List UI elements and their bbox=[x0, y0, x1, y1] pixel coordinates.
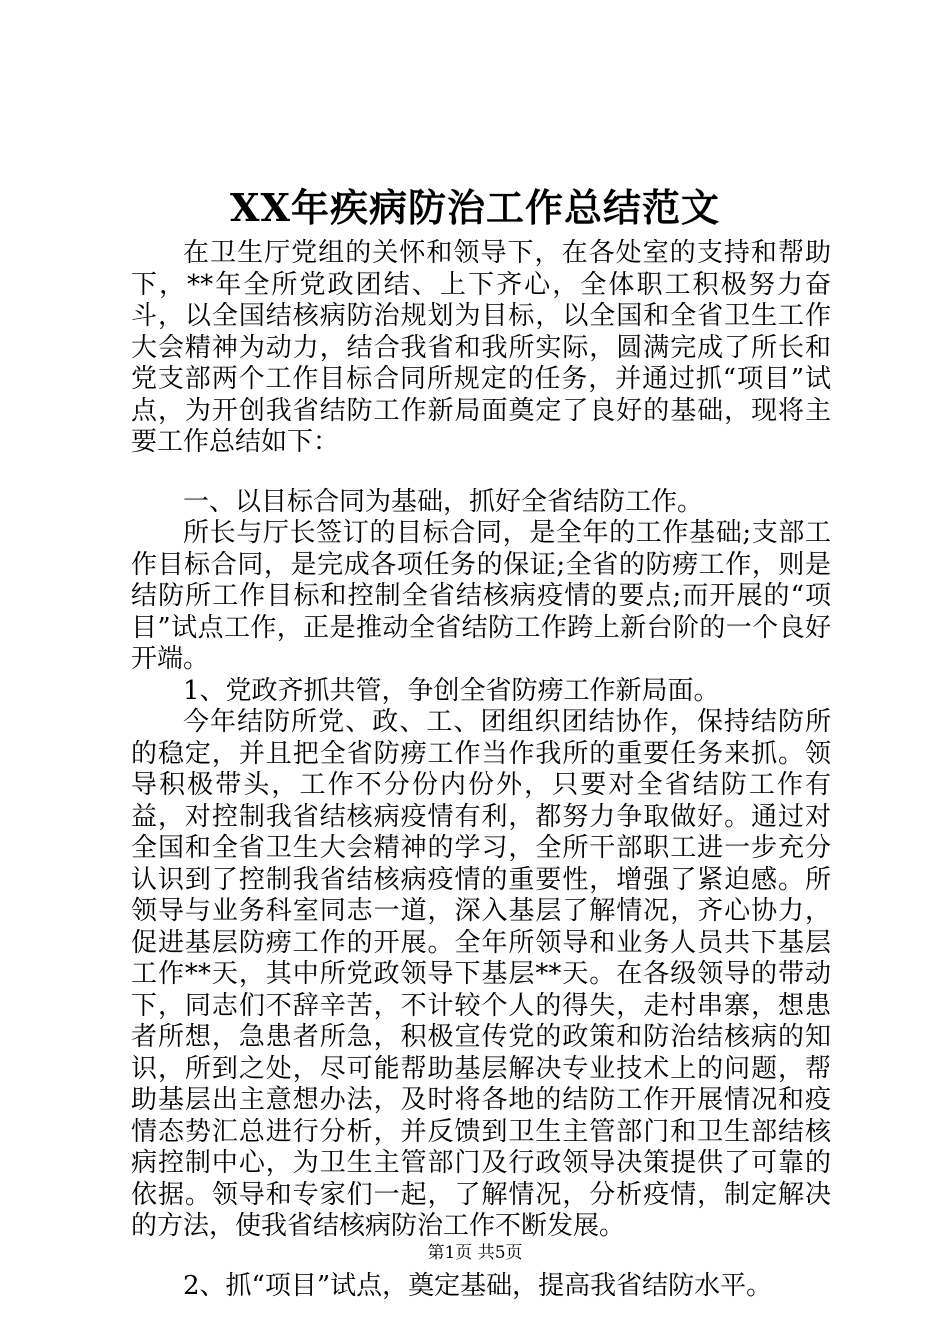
subsection-1-paragraph: 今年结防所党、政、工、团组织团结协作，保持结防所的稳定，并且把全省防痨工作当作我所的重要任务来抓。领导积极带头，工作不分份内份外，只要对全省结防工作有益，对控制我省结核病疫情有利，都努力争取做好。通过对全国和全省卫生大会精神的学习，全所干部职工进一步充分认识到了控制我省结核病疫情的重要性，增强了紧迫感。所领导与业务科室同志一道，深入基层了解情况，齐心协力，促进基层防痨工作的开展。全年所领导和业务人员共下基层工作**天，其中所党政领导下基层**天。在各级领导的带动下，同志们不辞辛苦，不计较个人的得失，走村串寨，想患者所想，急患者所急，积极宣传党的政策和防治结核病的知识，所到之处，尽可能帮助基层解决专业技术上的问题，帮助基层出主意想办法，及时将各地的结防工作开展情况和疫情态势汇总进行分析，并反馈到卫生主管部门和卫生部结核病控制中心，为卫生主管部门及行政领导决策提供了可靠的依据。领导和专家们一起，了解情况，分析疫情，制定解决的方法，使我省结核病防治工作不断发展。 bbox=[131, 707, 831, 1241]
intro-paragraph: 在卫生厅党组的关怀和领导下，在各处室的支持和帮助下，**年全所党政团结、上下齐心，全体职工积极努力奋斗，以全国结核病防治规划为目标，以全国和全省卫生工作大会精神为动力，结合我省和我所实际，圆满完成了所长和党支部两个工作目标合同所规定的任务，并通过抓“项目”试点，为开创我省结防工作新局面奠定了良好的基础，现将主要工作总结如下： bbox=[131, 238, 831, 457]
document-title: XX年疾病防治工作总结范文 bbox=[230, 185, 720, 230]
page-footer: 第1页 共5页 bbox=[427, 1243, 523, 1263]
section-1-paragraph: 所长与厅长签订的目标合同，是全年的工作基础;支部工作目标合同，是完成各项任务的保证;全省的防痨工作，则是结防所工作目标和控制全省结核病疫情的要点;而开展的“项目”试点工作，正是推动全省结防工作跨上新台阶的一个良好开端。 bbox=[131, 518, 831, 674]
document-body bbox=[131, 238, 831, 1302]
section-heading-1: 一、以目标合同为基础，抓好全省结防工作。 bbox=[183, 486, 704, 517]
subsection-heading-2: 2、抓“项目”试点，奠定基础，提高我省结防水平。 bbox=[183, 1270, 773, 1301]
subsection-heading-1: 1、党政齐抓共管，争创全省防痨工作新局面。 bbox=[183, 675, 720, 706]
